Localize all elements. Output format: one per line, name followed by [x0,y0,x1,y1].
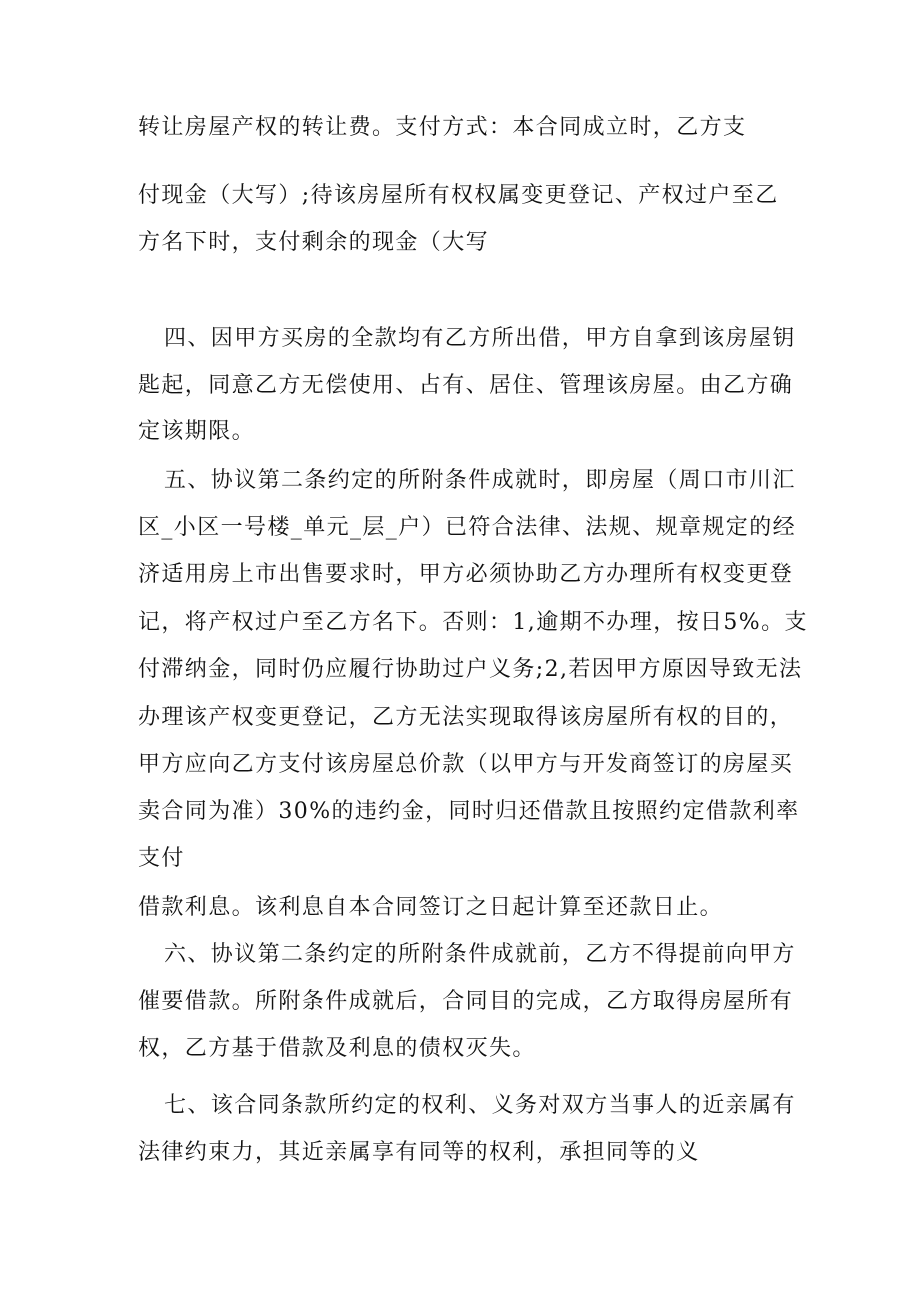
text-line: 区_小区一号楼_单元_层_户）已符合法律、法规、规章规定的经 [138,515,797,540]
text-line: 法律约束力，其近亲属享有同等的权利，承担同等的义 [138,1140,700,1165]
text-line: 权，乙方基于借款及利息的债权灭失。 [138,1036,536,1061]
paragraph-6-line: 六、协议第二条约定的所附条件成就前，乙方不得提前向甲方 [164,942,796,967]
text-line: 付现金（大写）;待该房屋所有权权属变更登记、产权过户至乙 [138,183,779,208]
text-line: 支付 [138,846,185,871]
text-line: 借款利息。该利息自本合同签订之日起计算至还款日止。 [138,895,724,920]
text-line: 记，将产权过户至乙方名下。否则：1,逾期不办理，按日5%。支 [138,610,808,635]
text-line: 催要借款。所附条件成就后，合同目的完成，乙方取得房屋所有 [138,989,794,1014]
text-line: 济适用房上市出售要求时，甲方必须协助乙方办理所有权变更登 [138,562,794,587]
text-line: 转让房屋产权的转让费。支付方式：本合同成立时，乙方支 [138,115,747,140]
text-line: 定该期限。 [138,419,256,444]
text-line: 办理该产权变更登记，乙方无法实现取得该房屋所有权的目的， [138,705,794,730]
text-line: 卖合同为准）30%的违约金，同时归还借款且按照约定借款利率 [138,799,800,824]
text-line: 甲方应向乙方支付该房屋总价款（以甲方与开发商签订的房屋买 [138,752,794,777]
paragraph-5-line: 五、协议第二条约定的所附条件成就时，即房屋（周口市川汇 [164,468,796,493]
paragraph-4-line: 四、因甲方买房的全款均有乙方所出借，甲方自拿到该房屋钥 [164,326,796,351]
text-line: 匙起，同意乙方无偿使用、占有、居住、管理该房屋。由乙方确 [138,373,794,398]
text-line: 方名下时，支付剩余的现金（大写 [138,230,490,255]
paragraph-7-line: 七、该合同条款所约定的权利、义务对双方当事人的近亲属有 [164,1093,796,1118]
text-line: 付滞纳金，同时仍应履行协助过户义务;2,若因甲方原因导致无法 [138,657,803,682]
